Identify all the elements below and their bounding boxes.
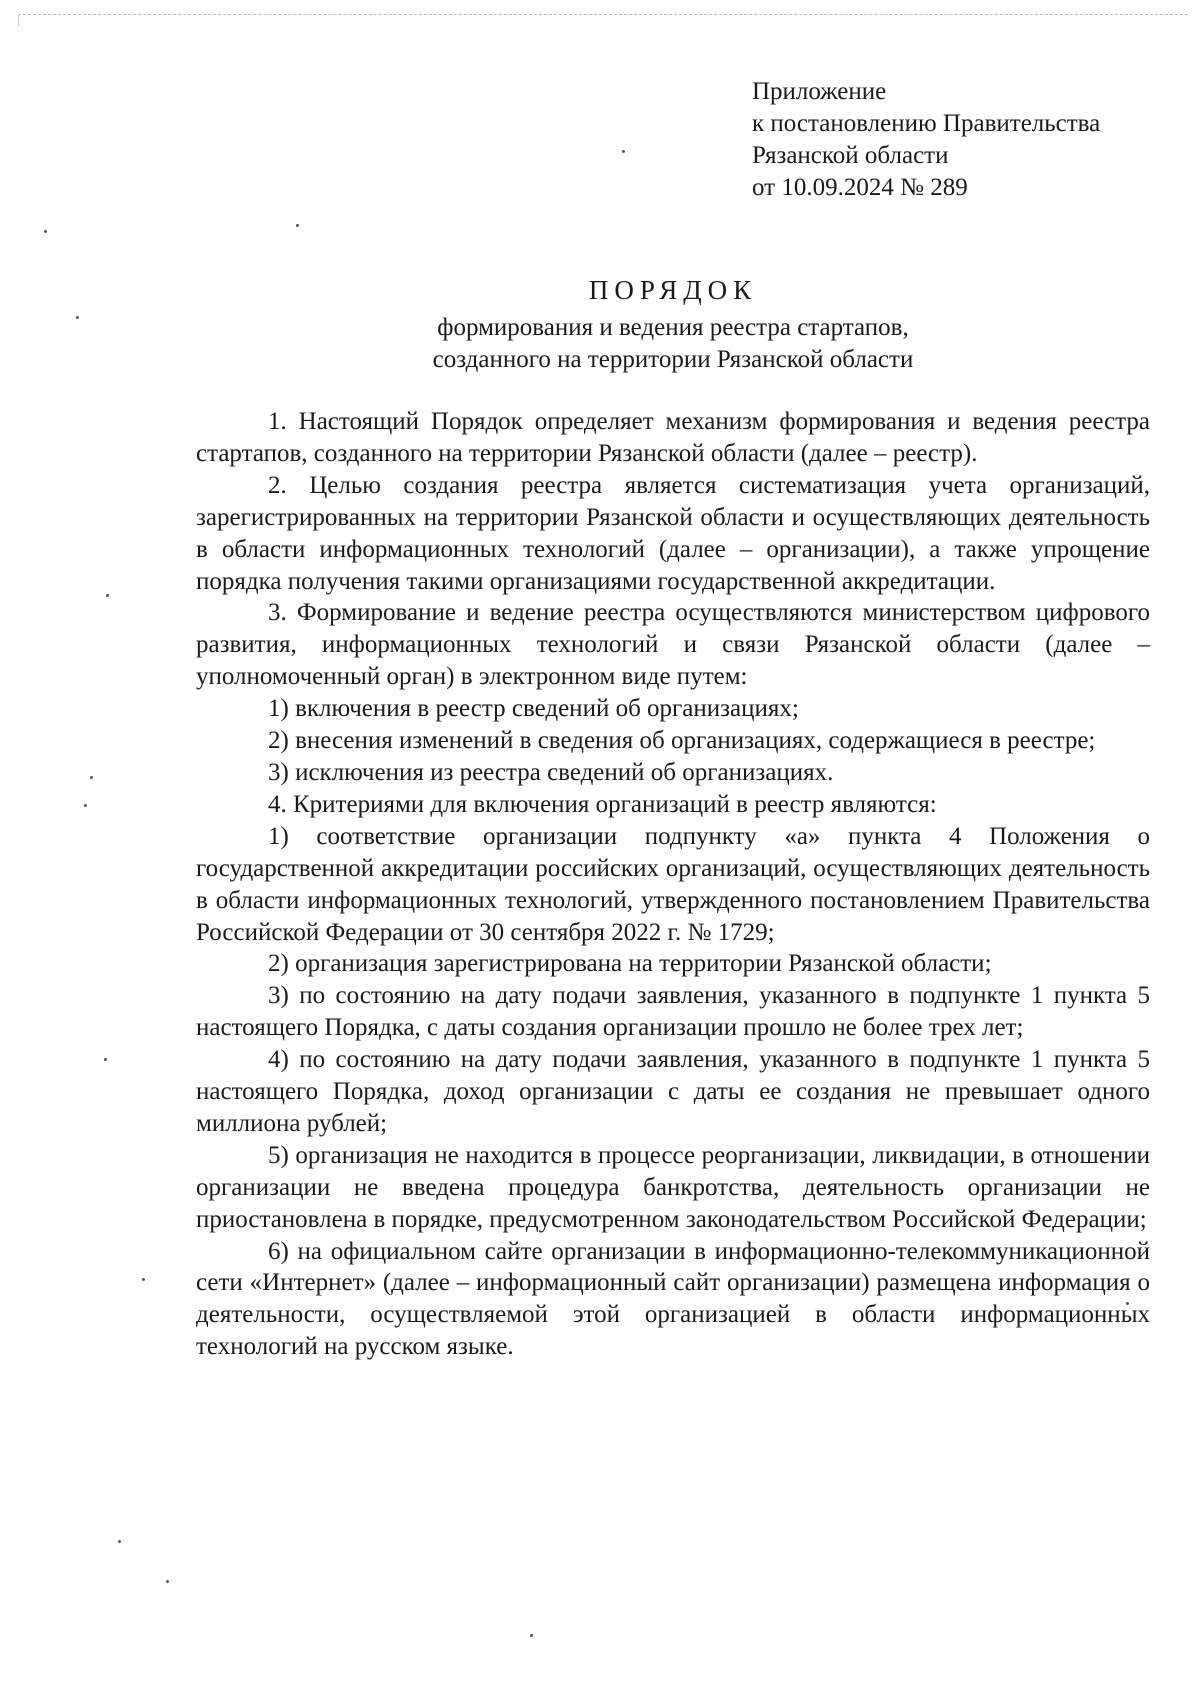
title-block — [196, 272, 1150, 376]
document-subtitle — [196, 312, 1150, 376]
scan-speck — [104, 1058, 107, 1061]
document-body — [196, 406, 1150, 1363]
paragraph: 4) по состоянию на дату подачи заявления, указанного в подпункте 1 пункта 5 настоящего Порядка, доход организации с даты ее создания не превышает одного миллиона рублей; — [196, 1046, 1150, 1137]
paragraph: 3) исключения из реестра сведений об организациях. — [268, 758, 834, 786]
paragraph: 2. Целью создания реестра является систематизация учета организаций, зарегистрированных на территории Рязанской области и осуществляющих деятельность в области информационных технологий (далее – организации), а также упрощение порядка получения такими организациями государственной аккредитации. — [196, 471, 1150, 595]
scan-speck — [90, 776, 93, 779]
paragraph: 2) организация зарегистрирована на территории Рязанской области; — [268, 950, 992, 978]
scan-speck — [106, 594, 109, 597]
annex-line: Рязанской области — [752, 142, 949, 169]
annex-line: от 10.09.2024 № 289 — [752, 174, 968, 201]
scan-speck — [118, 1540, 121, 1543]
scan-speck — [166, 1580, 169, 1583]
scan-speck — [142, 1278, 145, 1281]
scan-speck — [76, 316, 79, 319]
subtitle-line: формирования и ведения реестра стартапов, — [437, 314, 909, 341]
document-title: ПОРЯДОК — [588, 275, 758, 305]
paragraph: 6) на официальном сайте организации в информационно-телекоммуникационной сети «Интернет» (далее – информационный сайт организации) размещена информация о деятельности, осуществляемой этой организацией в области информационных технологий на русском языке. — [196, 1237, 1150, 1361]
paragraph: 2) внесения изменений в сведения об организациях, содержащиеся в реестре; — [268, 727, 1096, 755]
annex-line: к постановлению Правительства — [752, 110, 1101, 137]
scan-speck — [84, 804, 87, 807]
paragraph: 1) соответствие организации подпункту «а» пункта 4 Положения о государственной аккредитации российских организаций, осуществляющих деятельность в области информационных технологий, утвержденного постановлением Правительства Российской Федерации от 30 сентября 2022 г. № 1729; — [196, 822, 1150, 946]
annex-line: Приложение — [752, 78, 887, 105]
scan-speck — [530, 1634, 533, 1637]
scan-left-edge — [18, 14, 19, 26]
scan-speck — [622, 150, 625, 153]
subtitle-line: созданного на территории Рязанской области — [432, 346, 914, 373]
scan-top-edge — [18, 14, 1188, 15]
paragraph: 3. Формирование и ведение реестра осуществляются министерством цифрового развития, информационных технологий и связи Рязанской области (далее – уполномоченный орган) в электронном виде путем: — [196, 599, 1150, 691]
paragraph: 5) организация не находится в процессе реорганизации, ликвидации, в отношении организации не введена процедура банкротства, деятельность организации не приостановлена в порядке, предусмотренном законодательством Российской Федерации; — [196, 1141, 1150, 1233]
annex-block — [752, 76, 1100, 204]
paragraph: 1. Настоящий Порядок определяет механизм формирования и ведения реестра стартапов, созданного на территории Рязанской области (далее – реестр). — [196, 408, 1150, 467]
paragraph: 4. Критериями для включения организаций в реестр являются: — [268, 790, 937, 818]
paragraph: 3) по состоянию на дату подачи заявления, указанного в подпункте 1 пункта 5 настоящего Порядка, с даты создания организации прошло не более трех лет; — [196, 982, 1150, 1042]
scan-speck — [44, 230, 47, 233]
scan-speck — [296, 224, 299, 227]
paragraph: 1) включения в реестр сведений об организациях; — [268, 695, 799, 723]
